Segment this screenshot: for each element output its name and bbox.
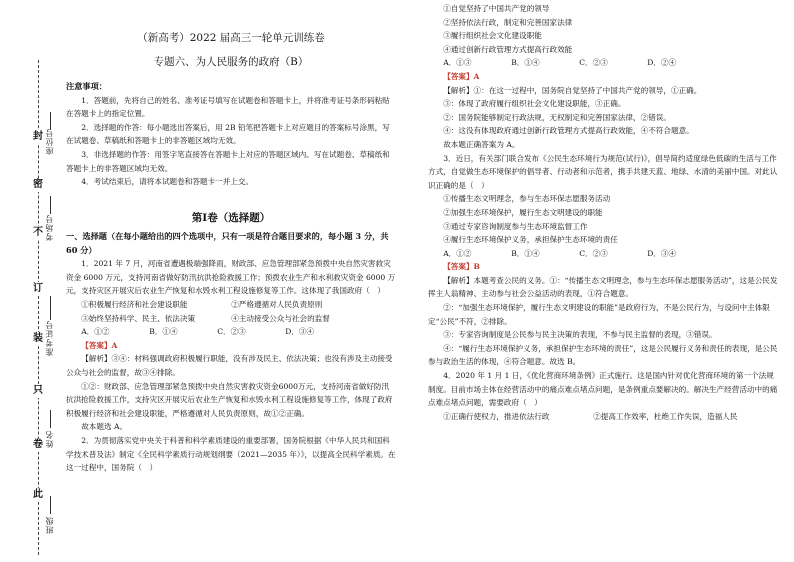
note-item: 2．选择题的作答：每小题选出答案后，用 2B 铅笔把答题卡上对应题目的答案标号涂黑，写在试题卷、草稿纸和答题卡上的非答题区域均无效。	[66, 122, 390, 146]
name-label: 姓名	[45, 430, 54, 448]
binding-char: 密	[33, 179, 43, 190]
question-1-stem: 1．2021 年 7 月，河南省遭遇极端强降雨，财政部、应急管理部紧急预拨中央自然灾害救灾资金 6000 万元，支持河南省做好防汛抗洪抢险救援工作；预拨农业生产和水利救灾资金 6000 万元，支持灾区开展灾后农业生产恢复和水毁水利工程设施修复等工作。这体现了我国政府（ ）	[66, 259, 396, 296]
question-1-analysis: 故本题选 A。	[81, 422, 128, 432]
question-2-options: A．①③ B．①④ C．②③ D．②④	[443, 58, 677, 68]
seat-label: 座位号	[45, 128, 54, 155]
exam-title: （新高考）2022 届高三一轮单元训练卷	[137, 32, 325, 44]
note-item: 1．答题前，先将自己的姓名、准考证号填写在试题卷和答题卡上，并将准考证号条形码粘贴在答题卡上的指定位置。	[66, 95, 390, 119]
question-1-items: ①积极履行经济和社会建设职能 ②严格遵循对人民负责原则	[81, 299, 323, 309]
binding-char: 装	[33, 333, 43, 344]
section-heading: 一、选择题（在每小题给出的四个选项中，只有一项是符合题目要求的，每小题 3 分，共 60 分）	[66, 231, 389, 255]
binding-char: 此	[33, 489, 43, 500]
notes-heading: 注意事项：	[66, 81, 107, 91]
question-1-analysis: 【解析】③④：材料强调政府积极履行职能，没有涉及民主、依法决策；也没有涉及主动接受公众与社会的监督，故③④排除。	[66, 354, 393, 377]
binding-margin	[0, 0, 60, 562]
question-3-options: A．①② B．①④ C．②③ D．③④	[443, 248, 677, 258]
question-4-stem: 4．2020 年 1 月 1 日，《优化营商环境条例》正式施行。这是国内针对优化营商环境的第一个法规制度。目前市场主体在经营活动中的痛点难点堵点问题，是条例重点要解决的。解决生产经营活动中的痛点难点堵点问题，需要政府（ ）	[428, 371, 778, 408]
question-1-answer: 【答案】A	[81, 340, 118, 350]
binding-char: 只	[33, 385, 43, 396]
question-2-stem: 2．为贯彻落实党中央关于科普和科学素质建设的重要部署，国务院根据《中华人民共和国科学技术普及法》制定《全民科学素质行动规划纲要（2021—2035 年）》，以提高全民科学素质。在这一过程中，国务院（ ）	[66, 435, 396, 473]
exam-room-label: 考场号	[45, 214, 54, 241]
part1-heading: 第Ⅰ卷（选择题）	[191, 212, 271, 224]
binding-char: 封	[33, 131, 43, 142]
note-item: 3．非选择题的作答：用签字笔直接答在答题卡上对应的答题区域内。写在试题卷、草稿纸和答题卡上的非答题区域均无效。	[66, 149, 390, 173]
question-3-stem: 3．近日，有关部门联合发布《公民生态环境行为规范(试行)》，倡导简约适度绿色低碳的生活与工作方式，自觉做生态环境保护的倡导者、行动者和示范者，携手共建天蓝、地绿、水清的美丽中国。对此认识正确的是（ ）	[428, 153, 778, 190]
binding-char: 卷	[33, 439, 43, 450]
binding-char: 不	[33, 227, 43, 238]
ticket-number-label: 准考证号	[45, 320, 54, 356]
class-label: 班级	[45, 516, 54, 534]
exam-page: 封 密 不 订 装 只 卷 此 座位号 考场号 准考证号 姓名 班级 （新高考）2022 届高三一轮单元训练卷 专题六、为人民服务的政府（B） 注意事项： 1．答题前，先将自己的姓名、准考证号填写在试题卷和答题卡上，并将准考证号条形码粘贴在答题卡上的指定位置。 2．选择题的作答：每小题选出答案后，用 2B 铅笔把答题卡上对应题目的答案标号涂黑，写在试题卷、草稿纸和答题卡上的非答题区域均无效。 3．非选择题的作答：用签字笔直接答在答题卡上对应的答题区域内。写在试题卷、草稿纸和答题卡上的非答题区域均无效。 4．考试结束后，请将本试题卷和答题卡一并上交。 第Ⅰ卷（选择题） 一、选择题（在每小题给出的四个选项中，只有一项是符合题目要求的，每小题 3 分，共 60 分） 1．2021 年 7 月，河南省遭遇极端强降雨，财政部、应急管理部紧急预拨中央自然灾害救灾资金 6000 万元，支持河南省做好防汛抗洪抢险救援工作；预拨农业生产和水利救灾资金 6000 万元，支持灾区开展灾后农业生产恢复和水毁水利工程设施修复等工作。这体现了我国政府（ ） ①积极履行经济和社会建设职能 ②严格遵循对人民负责原则 ③始终坚持科学、民主、依法决策 ④主动接受公众与社会的监督 A．①② B．①④ C．②③ D．③④ 【答案】A 【解析】③④：材料强调政府积极履行职能，没有涉及民主、依法决策；也没有涉及主动接受公众与社会的监督，故③④排除。 ①②：财政部、应急管理部紧急预拨中央自然灾害救灾资金6000万元，支持河南省做好防汛抗洪抢险救援工作，支持灾区开展灾后农业生产恢复和水毁水利工程设施修复等工作，体现了政府积极履行经济和社会建设职能，严格遵循对人民负责原则，故①②正确。 故本题选 A。 2．为贯彻落实党中央关于科普和科学素质建设的重要部署，国务院根据《中华人民共和国科学技术普及法》制定《全民科学素质行动规划纲要（2021—2035 年）》，以提高全民科学素质。在这一过程中，国务院（ ） ①自觉坚持了中国共产党的领导 ②坚持依法行政，制定和完善国家法律 ③履行组织社会文化建设职能 ④通过创新行政管理方式提高行政效能 A．①③ B．①④ C．②③ D．②④ 【答案】A 【解析】①：在这一过程中，国务院自觉坚持了中国共产党的领导，①正确。 ③：体现了政府履行组织社会文化建设职能，③正确。 ②：国务院能够制定行政法规，无权制定和完善国家法律，②错误。 ④：这没有体现政府通过创新行政管理方式提高行政效能，④不符合题意。 故本题正确答案为 A。 3．近日，有关部门联合发布《公民生态环境行为规范(试行)》，倡导简约适度绿色低碳的生活与工作方式，自觉做生态环境保护的倡导者、行动者和示范者，携手共建天蓝、地绿、水清的美丽中国。对此认识正确的是（ ） ①传播生态文明理念，参与生态环保志愿服务活动 ②加强生态环境保护，履行生态文明建设的职能 ③通过专家咨询制度参与生态环境监督工作 ④履行生态环境保护义务，承担保护生态环境的责任 A．①② B．①④ C．②③ D．③④ 【答案】B 【解析】本题考查公民的义务。①：“传播生态文明理念，参与生态环保志愿服务活动”，这是公民发挥主人翁精神、主动参与社会公益活动的表现，①符合题意。 ②：“加强生态环境保护，履行生态文明建设的职能”是政府行为，不是公民行为，与设问中主体限定“公民”不符，②排除。 ③：专家咨询制度是公民参与民主决策的表现，不参与民主监督的表现，③错误。 ④：“履行生态环境保护义务，承担保护生态环境的责任”，这是公民履行义务和责任的表现，是公民参与政治生活的体现，④符合题意。故选 B。 4．2020 年 1 月 1 日，《优化营商环境条例》正式施行。这是国内针对优化营商环境的第一个法规制度。目前市场主体在经营活动中的痛点难点堵点问题，是条例重点要解决的。解决生产经营活动中的痛点难点堵点问题，需要政府（ ） ①正确行使权力，推进依法行政 ②提高工作效率，杜绝工作失误，造福人民	[0, 0, 794, 562]
question-2-answer: 【答案】A	[443, 71, 480, 81]
question-3-answer: 【答案】B	[443, 262, 480, 272]
binding-char: 订	[33, 283, 43, 294]
note-item: 4．考试结束后，请将本试题卷和答题卡一并上交。	[81, 177, 254, 187]
question-1-analysis: ①②：财政部、应急管理部紧急预拨中央自然灾害救灾资金6000万元，支持河南省做好防汛抗洪抢险救援工作，支持灾区开展灾后农业生产恢复和水毁水利工程设施修复等工作，体现了政府积极履行经济和社会建设职能，严格遵循对人民负责原则，故①②正确。	[66, 381, 393, 418]
question-1-options: A．①② B．①④ C．②③ D．③④	[81, 327, 315, 337]
exam-subtitle: 专题六、为人民服务的政府（B）	[153, 56, 309, 68]
